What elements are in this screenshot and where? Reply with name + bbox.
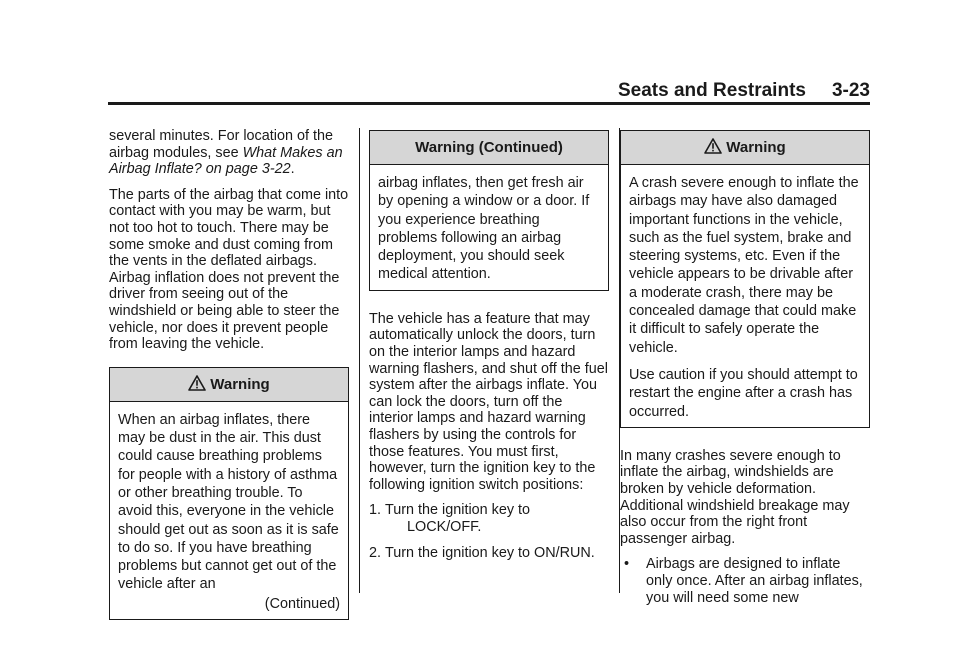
warning-text: A crash severe enough to inflate the airbags may have also damaged important functions in the vehicle, such as the fuel system, brake and steering systems, etc. Even if the vehicle appears to be drivable after a moderate crash, there may be concealed damage that could make it difficult to safely operate the vehicle. <box>629 175 859 356</box>
warning-text: When an airbag inflates, there may be dust in the air. This dust could cause breathing problems for people with a history of asthma or other breathing trouble. To avoid this, everyone in the vehicle should get out as soon as it is safe to do so. If you have breathing problems but cannot get out of the vehicle after an <box>118 411 339 593</box>
warning-title: Warning <box>210 375 270 393</box>
warning-header <box>621 131 869 165</box>
paragraph: In many crashes severe enough to inflate the airbag, windshields are broken by vehicle deformation. Additional windshield breakage may also occur from the right front passenger airbag. <box>620 447 850 547</box>
paragraph: several minutes. For location of the airbag modules, see What Makes an Airbag Inflate? on page 3-22. <box>109 128 343 178</box>
warning-text: airbag inflates, then get fresh air by opening a window or a door. If you experience breathing problems following an airbag deployment, you should seek medical attention. <box>378 175 590 283</box>
warning-icon <box>704 138 722 154</box>
warning-body <box>110 402 348 619</box>
warning-box <box>109 367 349 620</box>
paragraph: The vehicle has a feature that may automatically unlock the doors, turn on the interior lamps and hazard warning flashers, and shut off the fuel system after the airbags inflate. You can lock the doors, turn off the interior lamps and hazard warning flashers by using the controls for those features. You must first, however, turn the ignition key to the following ignition switch positions: <box>369 310 608 493</box>
list-item: • Airbags are designed to inflate only once. After an airbag inflates, you will need some new <box>620 556 870 606</box>
warning-text: Use caution if you should attempt to restart the engine after a crash has occurred. <box>629 366 858 420</box>
continued-label: (Continued) <box>264 595 340 612</box>
header-rule <box>108 102 870 105</box>
paragraph: The parts of the airbag that come into contact with you may be warm, but not too hot to touch. There may be some smoke and dust coming from the vents in the deflated airbags. Airbag inflation does not prevent the driver from seeing out of the windshield or being able to steer the vehicle, nor does it prevent people from leaving the vehicle. <box>109 186 349 353</box>
warning-title: Warning <box>726 139 786 156</box>
warning-box <box>369 130 609 291</box>
warning-header: Warning (Continued) <box>370 131 608 165</box>
warning-icon <box>188 375 206 391</box>
page-number: 3-23 <box>831 80 870 101</box>
page-header <box>108 80 870 104</box>
column-1 <box>109 128 349 620</box>
column-2 <box>369 128 609 570</box>
bullet: • <box>624 556 630 573</box>
warning-box <box>620 130 870 428</box>
column-divider <box>359 128 360 593</box>
warning-body <box>370 165 608 290</box>
warning-header <box>110 368 348 402</box>
section-title: Seats and Restraints <box>618 80 806 101</box>
list-item: 1. Turn the ignition key to LOCK/OFF. <box>369 502 531 535</box>
warning-body <box>621 165 869 427</box>
list-item: 2. Turn the ignition key to ON/RUN. <box>369 544 595 561</box>
column-3 <box>620 128 870 606</box>
cross-reference-link[interactable]: What Makes an Airbag Inflate? on page 3-22 <box>109 144 343 178</box>
